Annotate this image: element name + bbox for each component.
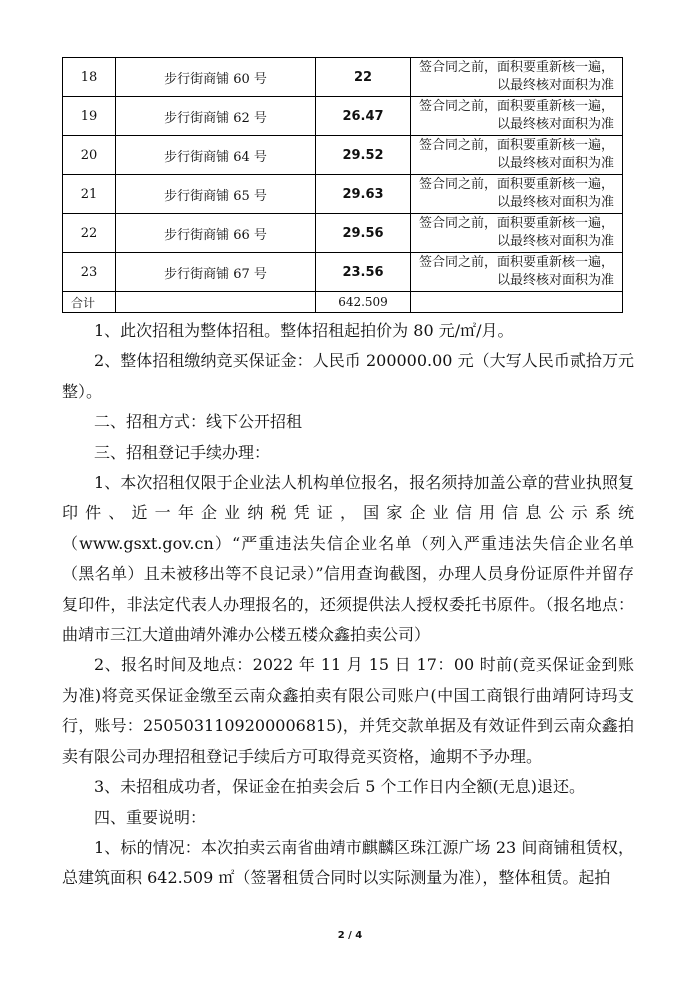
shop-table	[62, 57, 623, 313]
note-line-2: 以最终核对面积为准	[496, 78, 614, 93]
note-line-1: 签合同之前，面积要重新核一遍，	[418, 255, 614, 270]
shop-note	[411, 97, 623, 136]
note-line-1: 签合同之前，面积要重新核一遍，	[418, 99, 614, 114]
paragraph: 1、本次招租仅限于企业法人机构单位报名，报名须持加盖公章的营业执照复印件、近一年企业纳税凭证，国家企业信用信息公示系统（www.gsxt.gov.cn）“严重违法失信企业名单（列入严重违法失信企业名单（黑名单）且未被移出等不良记录）”信用查询截图，办理人员身份证原件并留存复印件，非法定代表人办理报名的，还须提供法人授权委托书原件。（报名地点：曲靖市三江大道曲靖外滩办公楼五楼众鑫拍卖公司）	[62, 473, 634, 645]
paragraph: 2、整体招租缴纳竞买保证金：人民币 200000.00 元（大写人民币贰拾万元整）。	[62, 351, 634, 401]
paragraph: 三、招租登记手续办理：	[94, 442, 271, 462]
note-line-1: 签合同之前，面积要重新核一遍，	[418, 177, 614, 192]
shop-name: 步行街商铺 64 号	[116, 136, 316, 175]
shop-note	[411, 253, 623, 292]
note-line-1: 签合同之前，面积要重新核一遍，	[418, 138, 614, 153]
shop-table-body	[63, 58, 623, 313]
shop-area: 22	[316, 58, 411, 97]
paragraph: 2、报名时间及地点：2022 年 11 月 15 日 17：00 时前(竞买保证金到账为准)将竞买保证金缴至云南众鑫拍卖有限公司账户(中国工商银行曲靖阿诗玛支行，账号：2505031109200006815)，并凭交款单据及有效证件到云南众鑫拍卖有限公司办理招租登记手续后方可取得竞买资格，逾期不予办理。	[62, 655, 634, 766]
note-line-1: 签合同之前，面积要重新核一遍，	[418, 216, 614, 231]
total-note-empty	[411, 292, 623, 313]
page-number: 2 / 4	[337, 930, 363, 941]
note-line-2: 以最终核对面积为准	[496, 195, 614, 210]
table-row	[63, 136, 623, 175]
shop-area: 23.56	[316, 253, 411, 292]
shop-name: 步行街商铺 66 号	[116, 214, 316, 253]
table-row	[63, 58, 623, 97]
shop-area: 29.63	[316, 175, 411, 214]
paragraph: 3、未招租成功者，保证金在拍卖会后 5 个工作日内全额(无息)退还。	[94, 777, 586, 797]
paragraph: 四、重要说明：	[94, 807, 207, 827]
table-row	[63, 175, 623, 214]
shop-name: 步行街商铺 62 号	[116, 97, 316, 136]
row-number: 23	[63, 253, 116, 292]
paragraph: 1、标的情况：本次拍卖云南省曲靖市麒麟区珠江源广场 23 间商铺租赁权，总建筑面积 642.509 ㎡（签署租赁合同时以实际测量为准），整体租赁。起拍	[62, 837, 634, 888]
shop-area: 29.56	[316, 214, 411, 253]
note-line-1: 签合同之前，面积要重新核一遍，	[418, 60, 614, 75]
row-number: 20	[63, 136, 116, 175]
table-row	[63, 253, 623, 292]
row-number: 19	[63, 97, 116, 136]
shop-note	[411, 214, 623, 253]
total-empty	[116, 292, 316, 313]
shop-name: 步行街商铺 67 号	[116, 253, 316, 292]
document-body	[62, 316, 634, 894]
row-number: 18	[63, 58, 116, 97]
paragraph: 1、此次招租为整体招租。整体招租起拍价为 80 元/㎡/月。	[94, 321, 514, 340]
table-row	[63, 97, 623, 136]
shop-area: 29.52	[316, 136, 411, 175]
shop-area: 26.47	[316, 97, 411, 136]
table-row	[63, 214, 623, 253]
total-area: 642.509	[316, 292, 411, 313]
row-number: 22	[63, 214, 116, 253]
note-line-2: 以最终核对面积为准	[496, 156, 614, 171]
shop-note	[411, 175, 623, 214]
paragraph: 二、招租方式：线下公开招租	[94, 412, 303, 432]
note-line-2: 以最终核对面积为准	[496, 117, 614, 132]
shop-note	[411, 136, 623, 175]
note-line-2: 以最终核对面积为准	[496, 234, 614, 249]
shop-name: 步行街商铺 60 号	[116, 58, 316, 97]
row-number: 21	[63, 175, 116, 214]
shop-name: 步行街商铺 65 号	[116, 175, 316, 214]
shop-note	[411, 58, 623, 97]
total-row	[63, 292, 623, 313]
total-label: 合计	[63, 292, 116, 313]
note-line-2: 以最终核对面积为准	[496, 273, 614, 288]
